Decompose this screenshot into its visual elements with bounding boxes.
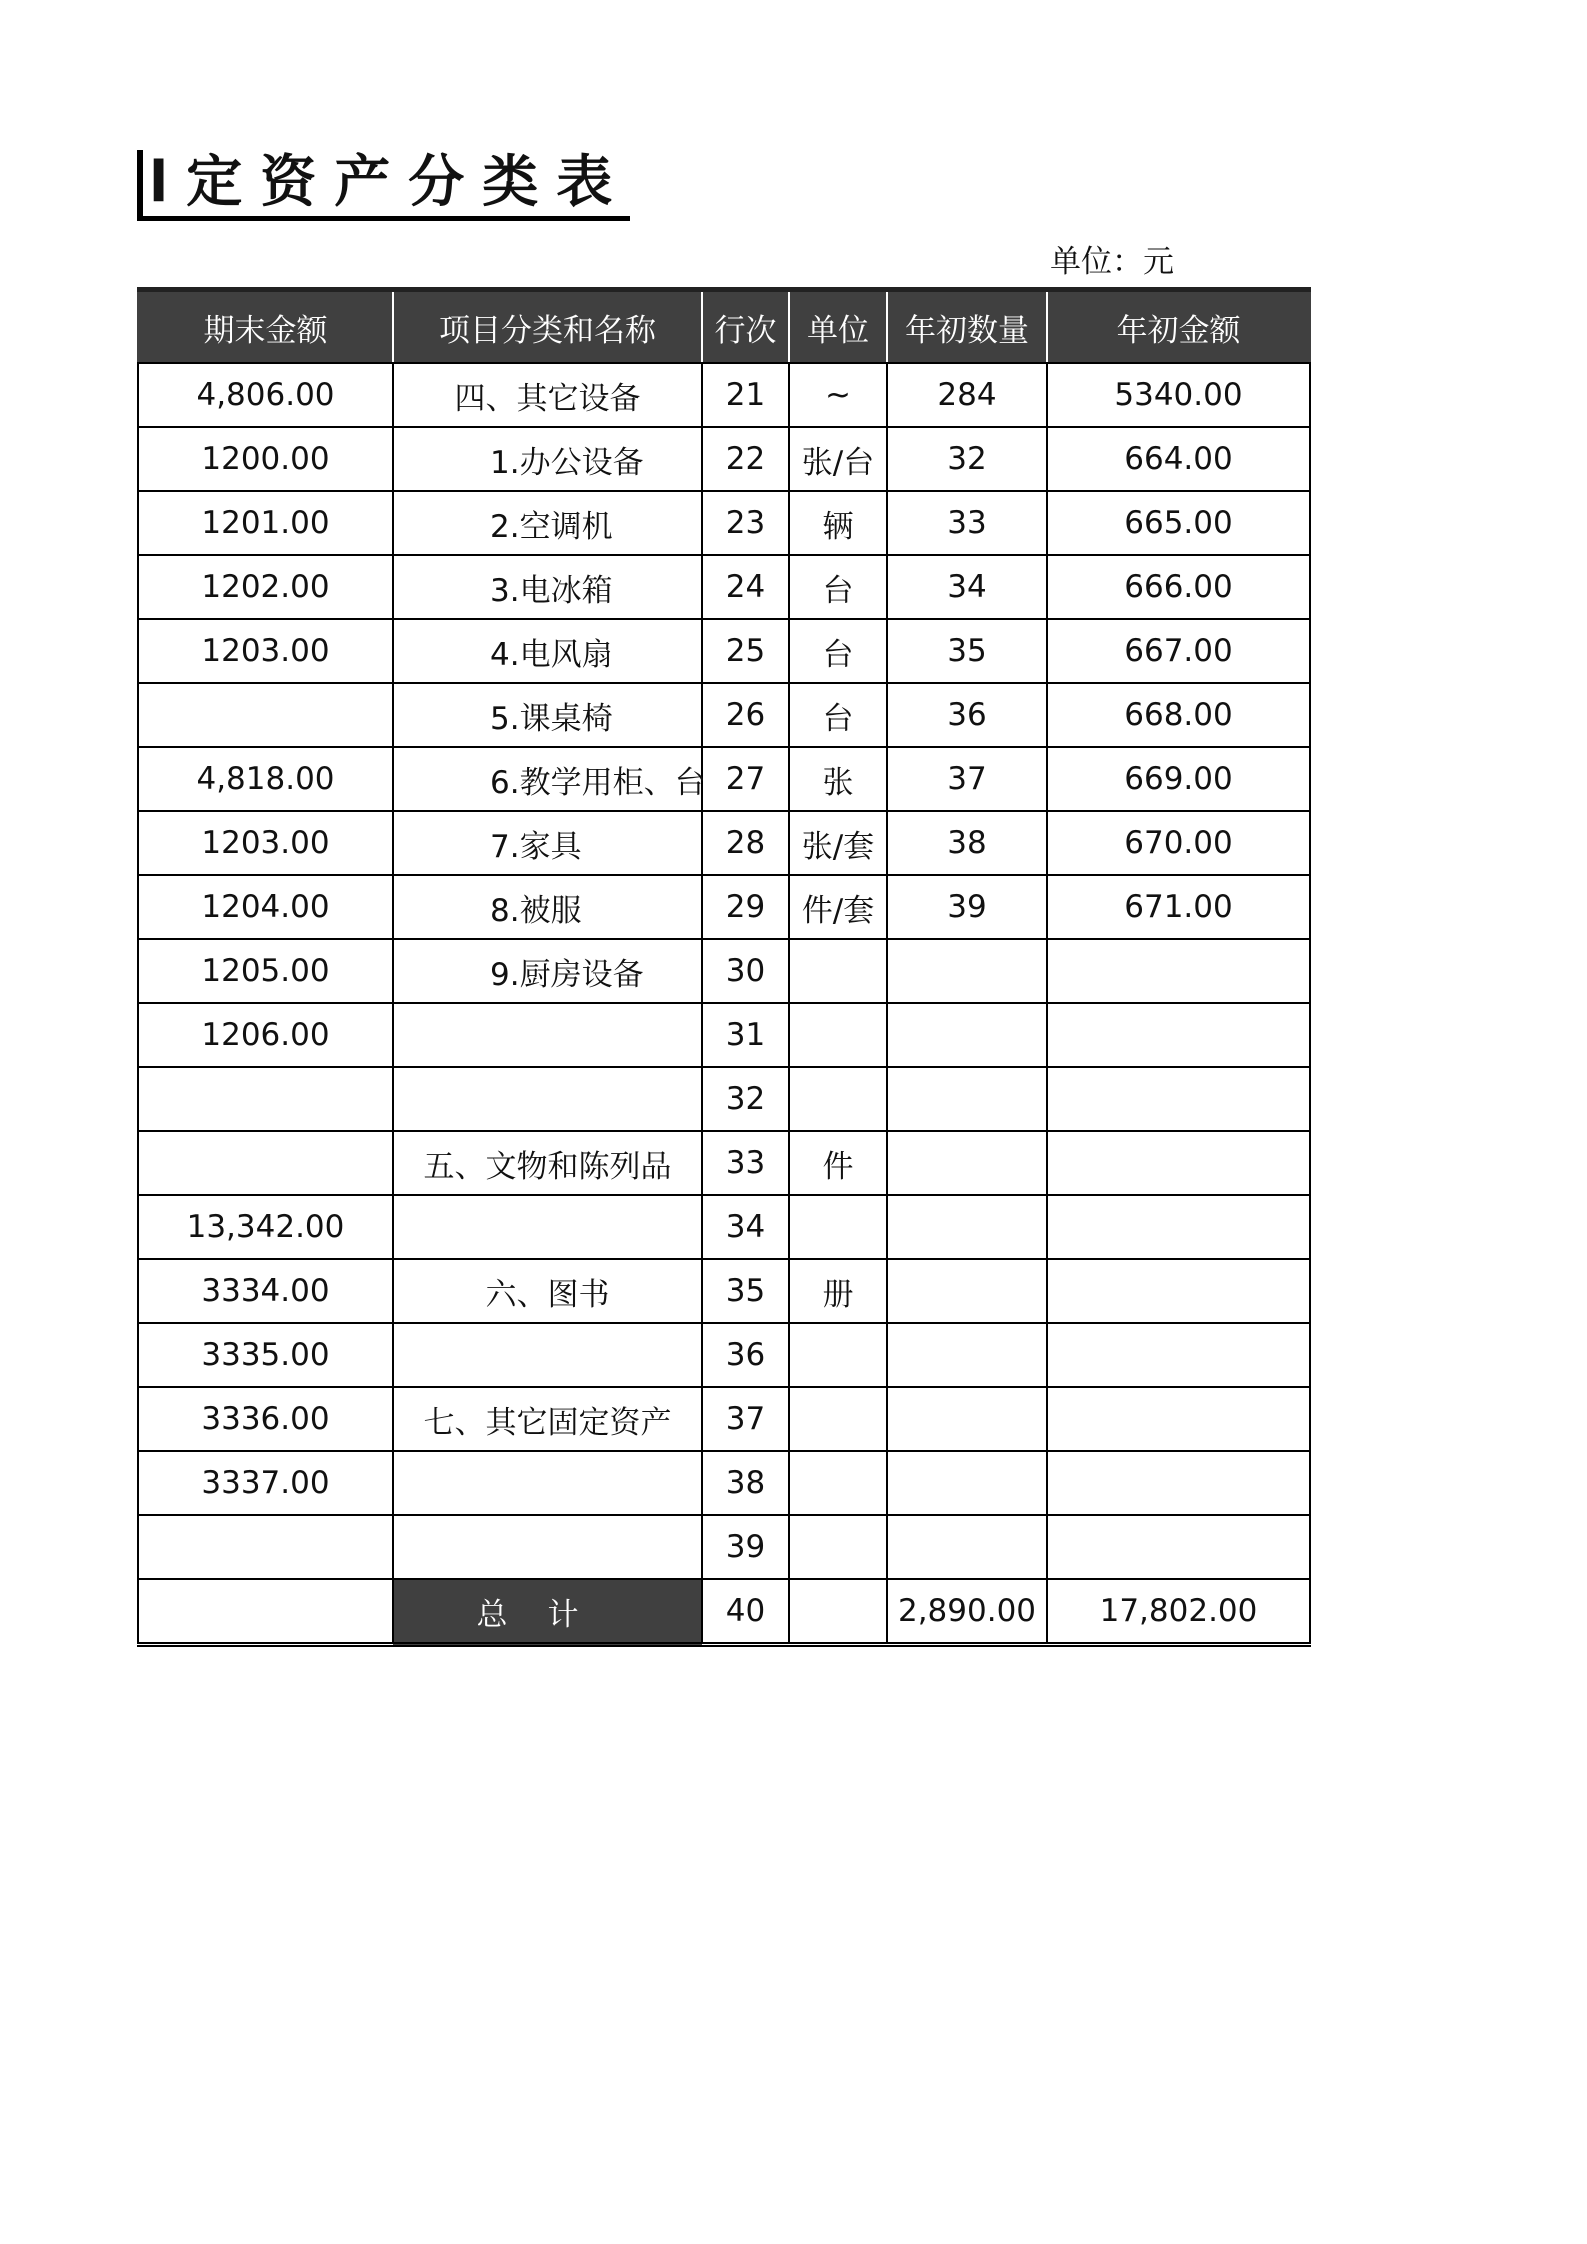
line-cell: 22 (702, 427, 789, 491)
col-line: 行次 (702, 290, 789, 364)
end-amount-cell: 3334.00 (138, 1259, 393, 1323)
name-cell (393, 1515, 702, 1579)
qty-cell: 284 (887, 363, 1047, 427)
end-amount-cell (138, 1067, 393, 1131)
line-cell: 32 (702, 1067, 789, 1131)
total-qty: 2,890.00 (887, 1579, 1047, 1645)
line-cell: 26 (702, 683, 789, 747)
end-amount-cell (138, 1515, 393, 1579)
end-amount-cell: 4,806.00 (138, 363, 393, 427)
line-cell: 31 (702, 1003, 789, 1067)
name-cell: 4.电风扇 (393, 619, 702, 683)
total-unit (789, 1579, 887, 1645)
unit-cell: 辆 (789, 491, 887, 555)
end-amount-cell: 1202.00 (138, 555, 393, 619)
name-cell: 四、其它设备 (393, 363, 702, 427)
end-amount-cell: 1206.00 (138, 1003, 393, 1067)
unit-cell: 张 (789, 747, 887, 811)
col-amount: 年初金额 (1047, 290, 1310, 364)
table-row (138, 1003, 1310, 1067)
line-cell: 24 (702, 555, 789, 619)
name-cell: 9.厨房设备 (393, 939, 702, 1003)
qty-cell (887, 1259, 1047, 1323)
line-cell: 36 (702, 1323, 789, 1387)
line-cell: 29 (702, 875, 789, 939)
line-cell: 28 (702, 811, 789, 875)
amount-cell: 670.00 (1047, 811, 1310, 875)
unit-label: 单位：元 (1050, 244, 1174, 280)
unit-cell: 件/套 (789, 875, 887, 939)
name-cell (393, 1323, 702, 1387)
amount-cell: 669.00 (1047, 747, 1310, 811)
line-cell: 38 (702, 1451, 789, 1515)
qty-cell (887, 1131, 1047, 1195)
unit-cell (789, 1515, 887, 1579)
name-cell (393, 1003, 702, 1067)
table-row (138, 1067, 1310, 1131)
qty-cell (887, 1003, 1047, 1067)
amount-cell: 664.00 (1047, 427, 1310, 491)
qty-cell (887, 1515, 1047, 1579)
end-amount-cell: 3335.00 (138, 1323, 393, 1387)
line-cell: 21 (702, 363, 789, 427)
amount-cell (1047, 1131, 1310, 1195)
amount-cell: 665.00 (1047, 491, 1310, 555)
end-amount-cell: 1203.00 (138, 811, 393, 875)
amount-cell: 671.00 (1047, 875, 1310, 939)
unit-cell: 台 (789, 619, 887, 683)
amount-cell (1047, 1451, 1310, 1515)
end-amount-cell: 1203.00 (138, 619, 393, 683)
name-cell: 7.家具 (393, 811, 702, 875)
end-amount-cell: 1204.00 (138, 875, 393, 939)
table-row (138, 555, 1310, 619)
qty-cell (887, 939, 1047, 1003)
table-row (138, 1259, 1310, 1323)
line-cell: 35 (702, 1259, 789, 1323)
page-title: l定资产分类表 (137, 150, 630, 221)
unit-cell (789, 1387, 887, 1451)
qty-cell: 36 (887, 683, 1047, 747)
line-cell: 34 (702, 1195, 789, 1259)
col-unit: 单位 (789, 290, 887, 364)
unit-cell (789, 1195, 887, 1259)
table-row (138, 811, 1310, 875)
end-amount-cell (138, 683, 393, 747)
amount-cell: 666.00 (1047, 555, 1310, 619)
end-amount-cell: 13,342.00 (138, 1195, 393, 1259)
unit-cell: 张/台 (789, 427, 887, 491)
qty-cell (887, 1195, 1047, 1259)
unit-cell (789, 1451, 887, 1515)
line-cell: 37 (702, 1387, 789, 1451)
amount-cell (1047, 1195, 1310, 1259)
qty-cell (887, 1323, 1047, 1387)
name-cell: 3.电冰箱 (393, 555, 702, 619)
qty-cell: 38 (887, 811, 1047, 875)
name-cell: 2.空调机 (393, 491, 702, 555)
table-row (138, 683, 1310, 747)
unit-cell (789, 1067, 887, 1131)
line-cell: 33 (702, 1131, 789, 1195)
asset-table (137, 287, 1311, 1647)
name-cell: 五、文物和陈列品 (393, 1131, 702, 1195)
table-row (138, 619, 1310, 683)
table-row (138, 747, 1310, 811)
col-end-amount: 期末金额 (138, 290, 393, 364)
name-cell (393, 1195, 702, 1259)
unit-cell: 台 (789, 683, 887, 747)
amount-cell (1047, 1259, 1310, 1323)
qty-cell: 34 (887, 555, 1047, 619)
line-cell: 30 (702, 939, 789, 1003)
total-label: 总计 (393, 1579, 702, 1645)
end-amount-cell (138, 1131, 393, 1195)
total-line: 40 (702, 1579, 789, 1645)
table-row (138, 427, 1310, 491)
end-amount-cell: 3337.00 (138, 1451, 393, 1515)
unit-cell: 张/套 (789, 811, 887, 875)
name-cell (393, 1067, 702, 1131)
name-cell: 5.课桌椅 (393, 683, 702, 747)
table-row (138, 875, 1310, 939)
qty-cell: 39 (887, 875, 1047, 939)
table-row (138, 1515, 1310, 1579)
unit-cell (789, 939, 887, 1003)
qty-cell (887, 1067, 1047, 1131)
line-cell: 27 (702, 747, 789, 811)
unit-cell: 册 (789, 1259, 887, 1323)
table-row (138, 1451, 1310, 1515)
unit-cell (789, 1003, 887, 1067)
qty-cell: 37 (887, 747, 1047, 811)
end-amount-cell: 1205.00 (138, 939, 393, 1003)
qty-cell: 32 (887, 427, 1047, 491)
name-cell: 8.被服 (393, 875, 702, 939)
end-amount-cell: 1200.00 (138, 427, 393, 491)
name-cell: 1.办公设备 (393, 427, 702, 491)
qty-cell (887, 1451, 1047, 1515)
amount-cell (1047, 1323, 1310, 1387)
name-cell: 6.教学用柜、台 (393, 747, 702, 811)
unit-cell: ~ (789, 363, 887, 427)
table-row (138, 1195, 1310, 1259)
unit-cell (789, 1323, 887, 1387)
qty-cell: 35 (887, 619, 1047, 683)
end-amount-cell: 1201.00 (138, 491, 393, 555)
amount-cell (1047, 1067, 1310, 1131)
line-cell: 23 (702, 491, 789, 555)
total-end-amount (138, 1579, 393, 1645)
amount-cell (1047, 1003, 1310, 1067)
amount-cell (1047, 939, 1310, 1003)
unit-cell: 件 (789, 1131, 887, 1195)
table-row (138, 1131, 1310, 1195)
table-row (138, 939, 1310, 1003)
amount-cell: 5340.00 (1047, 363, 1310, 427)
name-cell: 六、图书 (393, 1259, 702, 1323)
qty-cell: 33 (887, 491, 1047, 555)
table-row (138, 363, 1310, 427)
line-cell: 25 (702, 619, 789, 683)
col-name: 项目分类和名称 (393, 290, 702, 364)
amount-cell (1047, 1515, 1310, 1579)
unit-cell: 台 (789, 555, 887, 619)
amount-cell (1047, 1387, 1310, 1451)
qty-cell (887, 1387, 1047, 1451)
total-amount: 17,802.00 (1047, 1579, 1310, 1645)
name-cell: 七、其它固定资产 (393, 1387, 702, 1451)
total-row (138, 1579, 1310, 1645)
end-amount-cell: 3336.00 (138, 1387, 393, 1451)
end-amount-cell: 4,818.00 (138, 747, 393, 811)
line-cell: 39 (702, 1515, 789, 1579)
table-row (138, 1323, 1310, 1387)
table-row (138, 491, 1310, 555)
amount-cell: 668.00 (1047, 683, 1310, 747)
col-qty: 年初数量 (887, 290, 1047, 364)
header-row (138, 290, 1310, 364)
amount-cell: 667.00 (1047, 619, 1310, 683)
table-row (138, 1387, 1310, 1451)
name-cell (393, 1451, 702, 1515)
